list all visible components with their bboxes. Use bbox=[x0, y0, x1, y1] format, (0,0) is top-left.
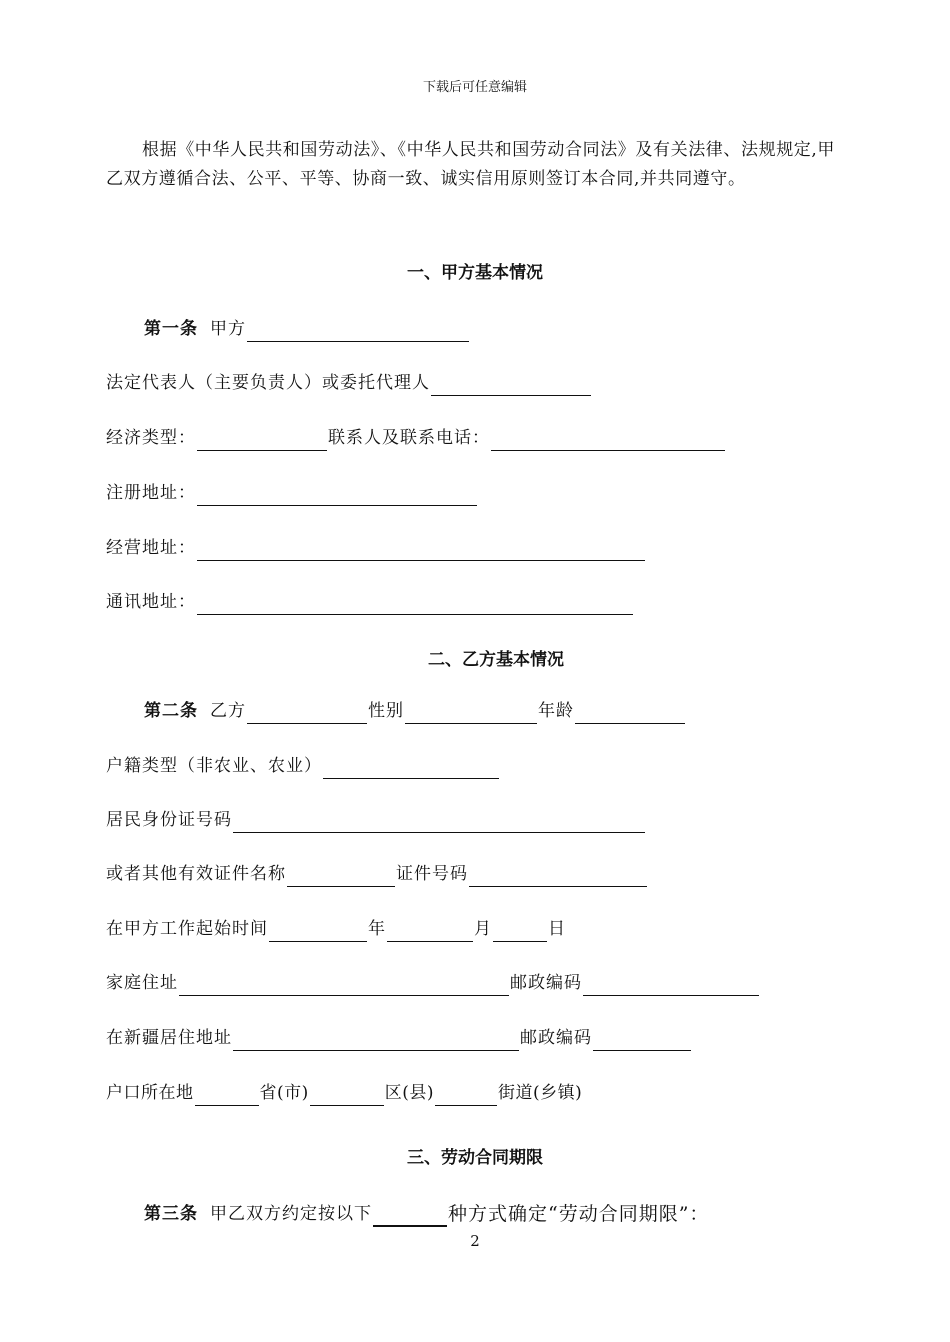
other-id-field[interactable] bbox=[287, 866, 395, 887]
start-year-field[interactable] bbox=[269, 921, 367, 942]
article3-line bbox=[144, 1201, 709, 1227]
other-id-line bbox=[106, 861, 648, 887]
id-number-field[interactable] bbox=[233, 812, 645, 833]
intro-text: 根据《中华人民共和国劳动法》、《中华人民共和国劳动合同法》及有关法律、法规规定,甲乙双方遵循合法、公平、平等、协商一致、诚实信用原则签订本合同,并共同遵守。 bbox=[106, 140, 836, 189]
econ-type-line bbox=[106, 425, 726, 451]
start-time-label: 在甲方工作起始时间 bbox=[106, 919, 268, 939]
biz-addr-line bbox=[106, 535, 646, 561]
cert-no-label: 证件号码 bbox=[396, 864, 468, 884]
page-header: 下载后可任意编辑 bbox=[422, 80, 527, 95]
province-label: 省(市) bbox=[259, 1083, 309, 1103]
contact-field[interactable] bbox=[491, 430, 725, 451]
xj-addr-line bbox=[106, 1025, 692, 1051]
gender-label: 性别 bbox=[368, 701, 404, 721]
article2-label: 第二条 bbox=[144, 701, 198, 721]
postcode2-field[interactable] bbox=[593, 1030, 691, 1051]
page-number: 2 bbox=[470, 1232, 480, 1250]
mail-addr-line bbox=[106, 589, 634, 615]
article3-text-a: 甲乙双方约定按以下 bbox=[210, 1204, 372, 1224]
hukou-type-label: 户籍类型（非农业、农业） bbox=[106, 756, 322, 776]
legal-rep-line bbox=[106, 370, 592, 396]
id-number-label: 居民身份证号码 bbox=[106, 810, 232, 830]
reg-addr-label: 注册地址： bbox=[106, 483, 196, 503]
district-label: 区(县) bbox=[384, 1083, 435, 1103]
xj-addr-field[interactable] bbox=[233, 1030, 519, 1051]
street-field[interactable] bbox=[435, 1085, 497, 1106]
home-addr-field[interactable] bbox=[179, 975, 509, 996]
article3-label: 第三条 bbox=[144, 1204, 198, 1224]
start-time-line bbox=[106, 916, 566, 942]
article2-line bbox=[144, 698, 686, 724]
postcode-label: 邮政编码 bbox=[510, 973, 582, 993]
party-a-field[interactable] bbox=[247, 321, 469, 342]
age-label: 年龄 bbox=[538, 701, 574, 721]
id-number-line bbox=[106, 807, 646, 833]
article1-label: 第一条 bbox=[144, 319, 198, 339]
hukou-loc-label: 户口所在地 bbox=[106, 1083, 194, 1103]
year-label: 年 bbox=[368, 919, 386, 939]
cert-no-field[interactable] bbox=[469, 866, 647, 887]
hukou-loc-line bbox=[106, 1080, 582, 1106]
reg-addr-field[interactable] bbox=[197, 485, 477, 506]
contact-label: 联系人及联系电话： bbox=[328, 428, 490, 448]
street-label: 街道(乡镇) bbox=[498, 1083, 583, 1103]
article3-text-b: 种方式确定“劳动合同期限”： bbox=[448, 1203, 710, 1225]
section3-title: 三、劳动合同期限 bbox=[407, 1148, 543, 1168]
postcode-field[interactable] bbox=[583, 975, 759, 996]
biz-addr-label: 经营地址： bbox=[106, 538, 196, 558]
section2-title: 二、乙方基本情况 bbox=[428, 650, 564, 670]
month-label: 月 bbox=[474, 919, 492, 939]
party-b-field[interactable] bbox=[247, 703, 367, 724]
legal-rep-field[interactable] bbox=[431, 375, 591, 396]
district-field[interactable] bbox=[310, 1085, 384, 1106]
gender-field[interactable] bbox=[405, 703, 537, 724]
home-addr-label: 家庭住址 bbox=[106, 973, 178, 993]
other-id-label: 或者其他有效证件名称 bbox=[106, 864, 286, 884]
hukou-type-field[interactable] bbox=[323, 758, 499, 779]
intro-paragraph bbox=[106, 136, 846, 194]
hukou-type-line bbox=[106, 753, 500, 779]
reg-addr-line bbox=[106, 480, 478, 506]
econ-type-label: 经济类型： bbox=[106, 428, 196, 448]
start-month-field[interactable] bbox=[387, 921, 473, 942]
party-a-label: 甲方 bbox=[210, 319, 246, 339]
method-count-field[interactable] bbox=[373, 1205, 447, 1227]
article1-line bbox=[144, 316, 470, 342]
postcode2-label: 邮政编码 bbox=[520, 1028, 592, 1048]
province-field[interactable] bbox=[195, 1085, 259, 1106]
legal-rep-label: 法定代表人（主要负责人）或委托代理人 bbox=[106, 373, 430, 393]
econ-type-field[interactable] bbox=[197, 430, 327, 451]
xj-addr-label: 在新疆居住地址 bbox=[106, 1028, 232, 1048]
day-label: 日 bbox=[548, 919, 566, 939]
mail-addr-field[interactable] bbox=[197, 594, 633, 615]
section1-title: 一、甲方基本情况 bbox=[407, 263, 543, 283]
mail-addr-label: 通讯地址： bbox=[106, 592, 196, 612]
age-field[interactable] bbox=[575, 703, 685, 724]
party-b-label: 乙方 bbox=[210, 701, 246, 721]
start-day-field[interactable] bbox=[493, 921, 547, 942]
home-addr-line bbox=[106, 970, 760, 996]
biz-addr-field[interactable] bbox=[197, 540, 645, 561]
